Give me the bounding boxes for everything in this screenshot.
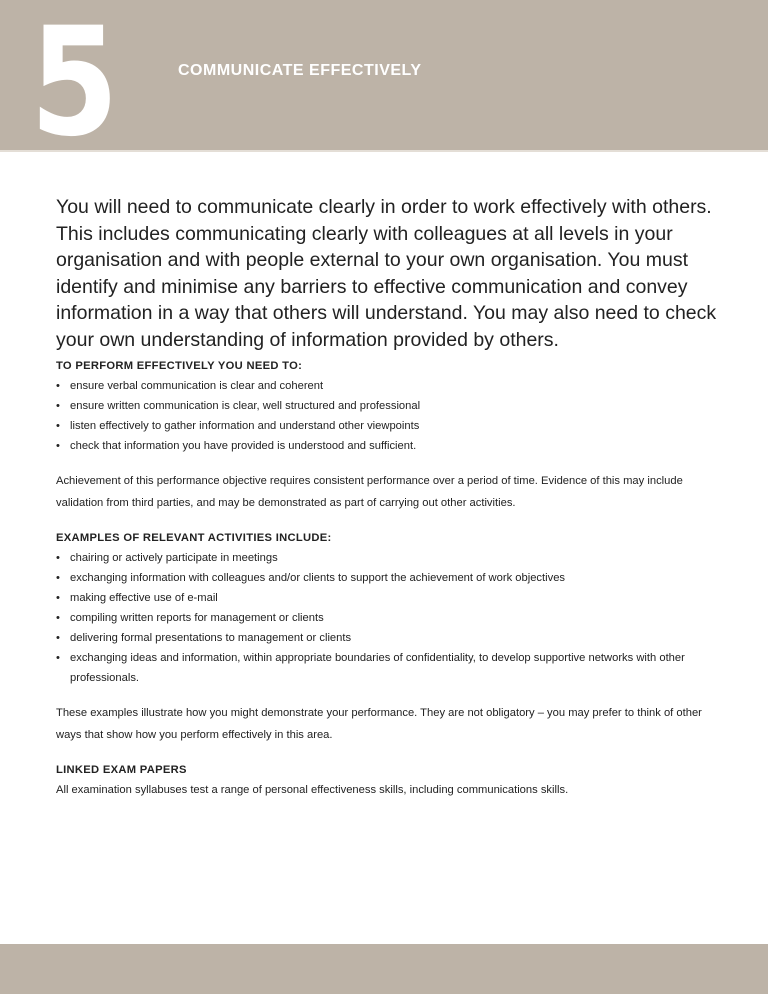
list-item: • delivering formal presentations to management or clients [56,628,726,648]
list-item: • ensure written communication is clear, well structured and professional [56,396,726,416]
linked-text: All examination syllabuses test a range of personal effectiveness skills, including communications skills. [56,784,569,796]
perform-heading: TO PERFORM EFFECTIVELY YOU NEED TO: [56,360,303,372]
list-item: • exchanging ideas and information, within appropriate boundaries of confidentiality, to develop supportive networks with other professionals. [56,648,726,688]
examples-list [56,548,726,688]
examples-heading: EXAMPLES OF RELEVANT ACTIVITIES INCLUDE: [56,532,332,544]
section-title: COMMUNICATE EFFECTIVELY [178,62,422,79]
list-item: • compiling written reports for management or clients [56,608,726,628]
perform-list [56,376,726,456]
header-band [0,0,768,170]
list-item: • ensure verbal communication is clear and coherent [56,376,726,396]
list-item: • chairing or actively participate in meetings [56,548,726,568]
list-item: • check that information you have provided is understood and sufficient. [56,436,726,456]
intro-paragraph: You will need to communicate clearly in order to work effectively with others. This includes communicating clearly with colleagues at all levels in your organisation and with people external to your own organisation. You must identify and minimise any barriers to effective communication and convey information in a way that others will understand. You may also need to check your own understanding of information provided by others. [56,196,717,351]
content [56,356,726,800]
list-item: • making effective use of e-mail [56,588,726,608]
achievement-paragraph: Achievement of this performance objective requires consistent performance over a period of time. Evidence of this may include validation from third parties, and may be demonstrated as part of carrying out other activities. [56,475,683,509]
section-number: 5 [30,0,119,170]
list-item: • listen effectively to gather information and understand other viewpoints [56,416,726,436]
linked-heading: LINKED EXAM PAPERS [56,764,187,776]
list-item: • exchanging information with colleagues and/or clients to support the achievement of work objectives [56,568,726,588]
footer-band [0,944,768,994]
illustrate-paragraph: These examples illustrate how you might demonstrate your performance. They are not obligatory – you may prefer to think of other ways that show how you perform effectively in this area. [56,707,702,741]
